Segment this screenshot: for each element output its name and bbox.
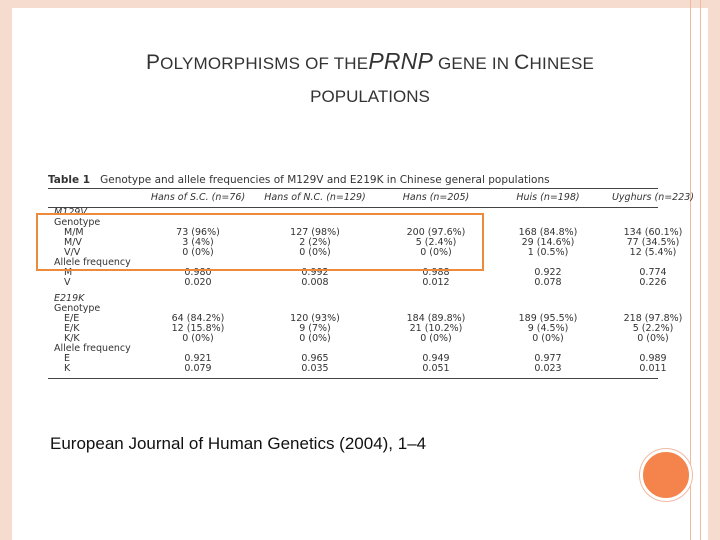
- table-cell: 0 (0%): [637, 333, 669, 344]
- table-cell: 64 (84.2%): [171, 313, 225, 324]
- row-label: E/K: [64, 323, 80, 334]
- table-cell: 0 (0%): [420, 333, 452, 344]
- table-cell: 0.922: [534, 267, 562, 278]
- table-cell: 0.949: [422, 353, 450, 364]
- table-cell: 29 (14.6%): [521, 237, 575, 248]
- table-cell: 0.226: [639, 277, 667, 288]
- table-cell: 0 (0%): [420, 247, 452, 258]
- table-cell: 0 (0%): [182, 247, 214, 258]
- group-row: [48, 344, 658, 354]
- table-cell: 12 (5.4%): [629, 247, 677, 258]
- table-cell: 200 (97.6%): [406, 227, 466, 238]
- table-cell: 0.008: [301, 277, 329, 288]
- citation-text: European Journal of Human Genetics (2004), 1–4: [50, 434, 427, 453]
- table-header-row: [48, 189, 695, 207]
- table-cell: 0.078: [534, 277, 562, 288]
- column-header: Hans of N.C. (n=129): [264, 192, 366, 203]
- row-label: E/E: [64, 313, 80, 324]
- decorative-circle: [640, 449, 692, 501]
- row-label: V: [64, 277, 71, 288]
- slide-title: [70, 48, 670, 107]
- highlight-box: [36, 213, 484, 271]
- table-cell: 134 (60.1%): [623, 227, 683, 238]
- table-row: [48, 323, 674, 334]
- table-cell: 0.992: [301, 267, 329, 278]
- table-row: [48, 333, 669, 344]
- table-cell: 3 (4%): [182, 237, 214, 248]
- slide-title-line2: POPULATIONS: [310, 87, 430, 106]
- row-label: V/V: [64, 247, 81, 258]
- table-cell: 5 (2.4%): [415, 237, 457, 248]
- table-cell: 0 (0%): [299, 247, 331, 258]
- table-cell: 168 (84.8%): [518, 227, 578, 238]
- table-cell: 189 (95.5%): [518, 313, 578, 324]
- table-row: [48, 363, 667, 374]
- table-cell: 0.988: [422, 267, 450, 278]
- row-label: M/V: [64, 237, 82, 248]
- slide-left-border: [0, 0, 12, 540]
- table-cell: 0.023: [534, 363, 562, 374]
- table-cell: 0.980: [184, 267, 212, 278]
- table-cell: 0.035: [301, 363, 329, 374]
- table-cell: 73 (96%): [176, 227, 220, 238]
- table-cell: 5 (2.2%): [632, 323, 674, 334]
- table-cell: 21 (10.2%): [409, 323, 463, 334]
- slide-top-border: [0, 0, 720, 8]
- column-header: Uyghurs (n=223): [611, 192, 695, 203]
- table-cell: 9 (7%): [299, 323, 331, 334]
- table-cell: 0 (0%): [532, 333, 564, 344]
- section-label: E219K: [54, 293, 85, 304]
- slide-right-border: [708, 0, 720, 540]
- table-cell: 0.977: [534, 353, 562, 364]
- row-label: K: [64, 363, 71, 374]
- section-label: M129V: [54, 207, 87, 218]
- table-cell: 0.012: [422, 277, 450, 288]
- group-label: Genotype: [54, 217, 101, 228]
- table-cell: 0.020: [184, 277, 212, 288]
- table-cell: 0.774: [639, 267, 667, 278]
- row-label: E: [64, 353, 71, 364]
- row-label: M/M: [64, 227, 84, 238]
- table-cell: 0 (0%): [182, 333, 214, 344]
- row-label: M: [64, 267, 73, 278]
- column-header: Huis (n=198): [516, 192, 580, 203]
- group-label: Genotype: [54, 303, 101, 314]
- column-header: Hans (n=205): [402, 192, 470, 203]
- table-cell: 0 (0%): [299, 333, 331, 344]
- table-cell: 120 (93%): [290, 313, 340, 324]
- group-label: Allele frequency: [54, 343, 131, 354]
- table-cell: 184 (89.8%): [406, 313, 466, 324]
- row-label: K/K: [64, 333, 80, 344]
- table-cell: 9 (4.5%): [527, 323, 569, 334]
- table-row: [48, 353, 667, 364]
- table-bottom-rule: [48, 378, 658, 379]
- table-caption: Table 1 Genotype and allele frequencies of M129V and E219K in Chinese general populations: [48, 174, 550, 186]
- table-cell: 127 (98%): [290, 227, 340, 238]
- table-cell: 218 (97.8%): [623, 313, 683, 324]
- table-cell: 0.921: [184, 353, 212, 364]
- table-cell: 0.011: [639, 363, 667, 374]
- table-cell: 1 (0.5%): [527, 247, 569, 258]
- slide-title-line1: POLYMORPHISMS OF THEPRNP GENE IN CHINESE: [145, 48, 595, 74]
- group-label: Allele frequency: [54, 257, 131, 268]
- table-cell: 0.965: [301, 353, 329, 364]
- table-row: [48, 277, 667, 288]
- table-cell: 77 (34.5%): [626, 237, 680, 248]
- table-cell: 12 (15.8%): [171, 323, 225, 334]
- table-cell: 2 (2%): [299, 237, 331, 248]
- table-cell: 0.051: [422, 363, 450, 374]
- table-cell: 0.079: [184, 363, 212, 374]
- table-cell: 0.989: [639, 353, 667, 364]
- gene-name: PRNP: [368, 48, 434, 74]
- column-header: Hans of S.C. (n=76): [150, 192, 246, 203]
- section-row: [48, 294, 658, 304]
- frequency-table: [48, 172, 695, 379]
